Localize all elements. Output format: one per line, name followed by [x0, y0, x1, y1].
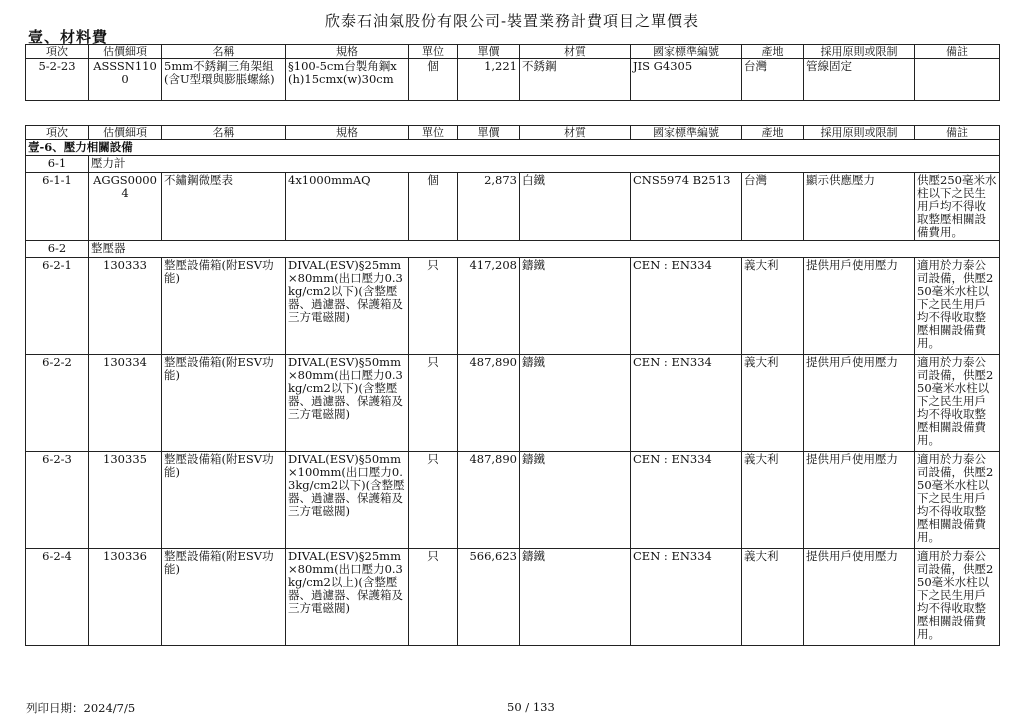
subgroup-no: 6-1 [26, 156, 89, 173]
cell-origin: 台灣 [742, 173, 804, 241]
cell-standard: JIS G4305 [631, 59, 742, 101]
section-title: 壹、材料費 [28, 28, 109, 46]
table-row [26, 173, 1000, 241]
cell-unit: 只 [409, 549, 458, 646]
header-standard: 國家標準編號 [631, 126, 742, 140]
cell-remark: 供壓250毫米水柱以下之民生用戶均不得收取整壓相關設備費用。 [915, 173, 1000, 241]
cell-origin: 義大利 [742, 549, 804, 646]
header-principle: 採用原則或限制 [804, 126, 915, 140]
cell-item: 6-2-1 [26, 258, 89, 355]
cell-item: 6-2-2 [26, 355, 89, 452]
cell-code: ASSSN1100 [89, 59, 162, 101]
cell-standard: CEN : EN334 [631, 452, 742, 549]
price-table-2 [25, 125, 1000, 646]
cell-origin: 義大利 [742, 452, 804, 549]
header-principle: 採用原則或限制 [804, 45, 915, 59]
cell-name: 整壓設備箱(附ESV功能) [162, 452, 286, 549]
cell-origin: 台灣 [742, 59, 804, 101]
cell-principle: 提供用戶使用壓力 [804, 258, 915, 355]
header-remark: 備註 [915, 45, 1000, 59]
cell-material: 鑄鐵 [520, 549, 631, 646]
cell-name: 不鏽鋼微壓表 [162, 173, 286, 241]
cell-remark: 適用於力泰公司設備，供壓250毫米水柱以下之民生用戶均不得收取整壓相關設備費用。 [915, 355, 1000, 452]
cell-code: AGGS00004 [89, 173, 162, 241]
cell-spec: DIVAL(ESV)§50mm×100mm(出口壓力0.3kg/cm2以下)(含整壓器、過濾器、保護箱及三方電磁閥) [286, 452, 409, 549]
subgroup-name: 壓力計 [89, 156, 1000, 173]
cell-principle: 顯示供應壓力 [804, 173, 915, 241]
cell-price: 417,208 [458, 258, 520, 355]
cell-code: 130335 [89, 452, 162, 549]
cell-code: 130336 [89, 549, 162, 646]
cell-principle: 提供用戶使用壓力 [804, 549, 915, 646]
header-item: 項次 [26, 45, 89, 59]
header-origin: 產地 [742, 45, 804, 59]
cell-material: 白鐵 [520, 173, 631, 241]
cell-remark: 適用於力泰公司設備，供壓250毫米水柱以下之民生用戶均不得收取整壓相關設備費用。 [915, 549, 1000, 646]
header-remark: 備註 [915, 126, 1000, 140]
header-spec: 規格 [286, 126, 409, 140]
cell-standard: CEN : EN334 [631, 258, 742, 355]
cell-item: 5-2-23 [26, 59, 89, 101]
cell-unit: 個 [409, 173, 458, 241]
cell-price: 487,890 [458, 452, 520, 549]
cell-unit: 只 [409, 258, 458, 355]
cell-remark: 適用於力泰公司設備，供壓250毫米水柱以下之民生用戶均不得收取整壓相關設備費用。 [915, 258, 1000, 355]
header-item: 項次 [26, 126, 89, 140]
header-material: 材質 [520, 126, 631, 140]
cell-principle: 提供用戶使用壓力 [804, 355, 915, 452]
cell-unit: 只 [409, 355, 458, 452]
cell-material: 鑄鐵 [520, 452, 631, 549]
table-header-row [26, 126, 1000, 140]
cell-material: 不銹鋼 [520, 59, 631, 101]
cell-name: 整壓設備箱(附ESV功能) [162, 549, 286, 646]
document-title: 欣泰石油氣股份有限公司-裝置業務計費項目之單價表 [324, 12, 700, 30]
cell-origin: 義大利 [742, 355, 804, 452]
cell-spec: DIVAL(ESV)§25mm×80mm(出口壓力0.3kg/cm2以下)(含整壓器、過濾器、保護箱及三方電磁閥) [286, 258, 409, 355]
subgroup-row [26, 156, 1000, 173]
cell-principle: 提供用戶使用壓力 [804, 452, 915, 549]
table-row [26, 59, 1000, 101]
cell-unit: 只 [409, 452, 458, 549]
header-name: 名稱 [162, 45, 286, 59]
subgroup-name: 整壓器 [89, 241, 1000, 258]
cell-item: 6-2-4 [26, 549, 89, 646]
subgroup-row [26, 241, 1000, 258]
price-table-1 [25, 44, 1000, 101]
cell-code: 130333 [89, 258, 162, 355]
cell-name: 整壓設備箱(附ESV功能) [162, 258, 286, 355]
header-price: 單價 [458, 126, 520, 140]
cell-spec: §100-5cm台製角鋼x(h)15cmx(w)30cm [286, 59, 409, 101]
header-price: 單價 [458, 45, 520, 59]
table-row [26, 549, 1000, 646]
group-title: 壹-6、壓力相關設備 [26, 140, 1000, 156]
header-spec: 規格 [286, 45, 409, 59]
cell-price: 1,221 [458, 59, 520, 101]
cell-item: 6-2-3 [26, 452, 89, 549]
header-unit: 單位 [409, 45, 458, 59]
header-unit: 單位 [409, 126, 458, 140]
header-standard: 國家標準編號 [631, 45, 742, 59]
table-header-row [26, 45, 1000, 59]
cell-material: 鑄鐵 [520, 258, 631, 355]
table-row [26, 452, 1000, 549]
cell-spec: DIVAL(ESV)§50mm×80mm(出口壓力0.3kg/cm2以下)(含整壓器、過濾器、保護箱及三方電磁閥) [286, 355, 409, 452]
cell-remark [915, 59, 1000, 101]
cell-item: 6-1-1 [26, 173, 89, 241]
cell-spec: 4x1000mmAQ [286, 173, 409, 241]
cell-price: 566,623 [458, 549, 520, 646]
cell-name: 5mm不銹鋼三角架組(含U型環與膨脹螺絲) [162, 59, 286, 101]
subgroup-no: 6-2 [26, 241, 89, 258]
header-code: 估價細項 [89, 45, 162, 59]
table-row [26, 258, 1000, 355]
cell-code: 130334 [89, 355, 162, 452]
cell-remark: 適用於力泰公司設備，供壓250毫米水柱以下之民生用戶均不得收取整壓相關設備費用。 [915, 452, 1000, 549]
cell-standard: CEN : EN334 [631, 355, 742, 452]
cell-standard: CNS5974 B2513 [631, 173, 742, 241]
cell-name: 整壓設備箱(附ESV功能) [162, 355, 286, 452]
cell-principle: 管線固定 [804, 59, 915, 101]
header-material: 材質 [520, 45, 631, 59]
cell-origin: 義大利 [742, 258, 804, 355]
cell-standard: CEN : EN334 [631, 549, 742, 646]
print-date: 列印日期：2024/7/5 [26, 701, 136, 715]
header-name: 名稱 [162, 126, 286, 140]
cell-price: 487,890 [458, 355, 520, 452]
table-row [26, 355, 1000, 452]
group-row [26, 140, 1000, 156]
page-number: 50 / 133 [507, 700, 555, 714]
cell-unit: 個 [409, 59, 458, 101]
header-code: 估價細項 [89, 126, 162, 140]
cell-price: 2,873 [458, 173, 520, 241]
cell-material: 鑄鐵 [520, 355, 631, 452]
cell-spec: DIVAL(ESV)§25mm×80mm(出口壓力0.3kg/cm2以上)(含整壓器、過濾器、保護箱及三方電磁閥) [286, 549, 409, 646]
header-origin: 產地 [742, 126, 804, 140]
